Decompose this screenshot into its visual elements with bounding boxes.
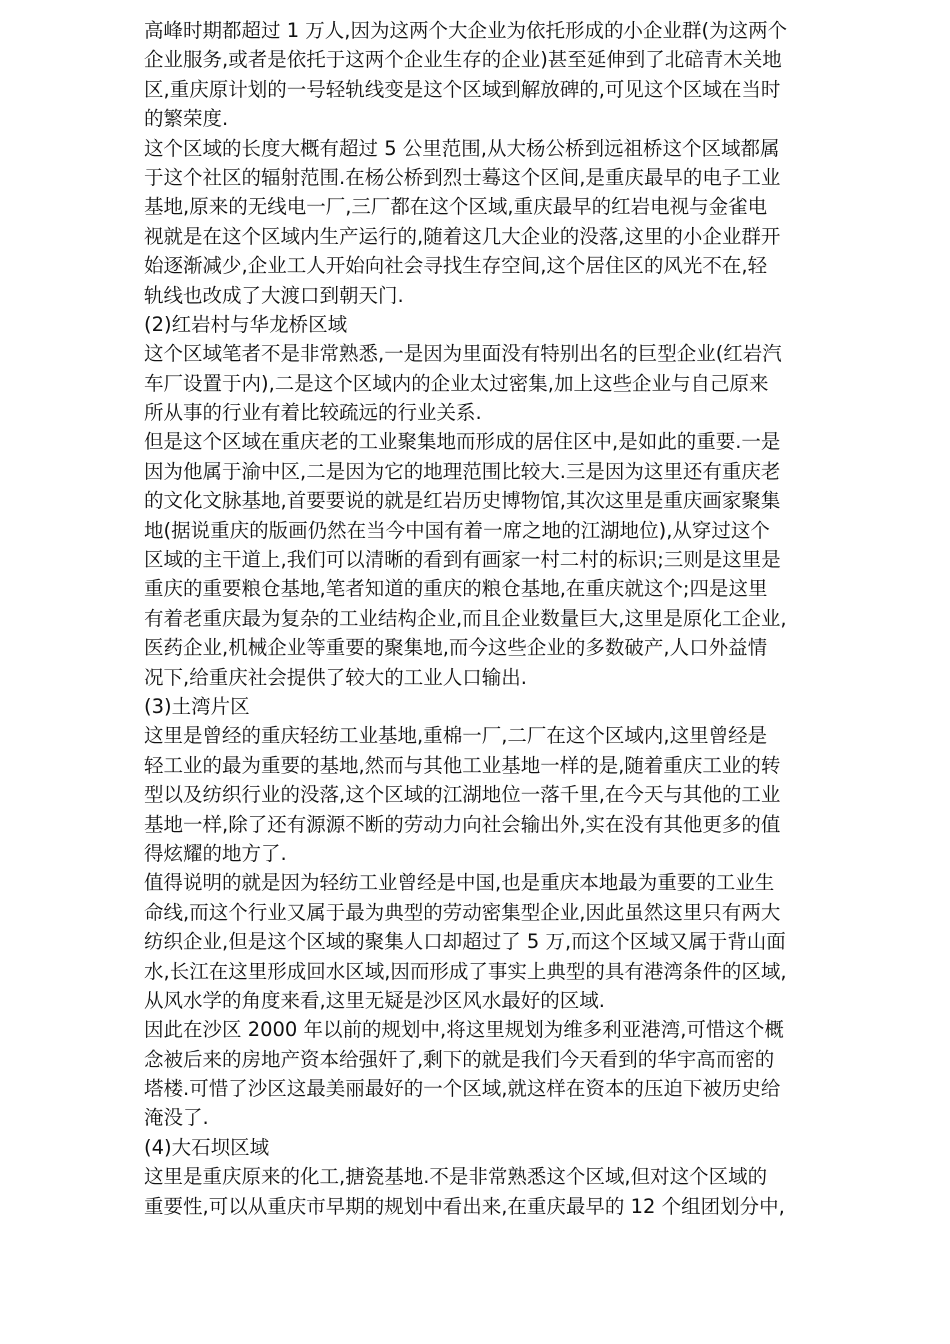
text-line: 有着老重庆最为复杂的工业结构企业,而且企业数量巨大,这里是原化工企业, [144, 606, 787, 630]
text-line: 因为他属于渝中区,二是因为它的地理范围比较大.三是因为这里还有重庆老 [144, 459, 781, 483]
text-line: 地(据说重庆的版画仍然在当今中国有着一席之地的江湖地位),从穿过这个 [144, 518, 770, 542]
text-line: 因此在沙区 2000 年以前的规划中,将这里规划为维多利亚港湾,可惜这个概 [144, 1018, 784, 1042]
text-line: 水,长江在这里形成回水区域,因而形成了事实上典型的具有港湾条件的区域, [144, 959, 787, 983]
text-line: 高峰时期都超过 1 万人,因为这两个大企业为依托形成的小企业群(为这两个 [144, 19, 788, 42]
text-line: 塔楼.可惜了沙区这最美丽最好的一个区域,就这样在资本的压迫下被历史给 [144, 1077, 781, 1101]
text-line: 这个区域的长度大概有超过 5 公里范围,从大杨公桥到远祖桥这个区域都属 [144, 136, 780, 160]
text-line: 区,重庆原计划的一号轻轨线变是这个区域到解放碑的,可见这个区域在当时 [144, 77, 781, 101]
text-line: 值得说明的就是因为轻纺工业曾经是中国,也是重庆本地最为重要的工业生 [144, 871, 775, 895]
text-line: 纺织企业,但是这个区域的聚集人口却超过了 5 万,而这个区域又属于背山面 [144, 930, 786, 954]
text-line: 但是这个区域在重庆老的工业聚集地而形成的居住区中,是如此的重要.一是 [144, 430, 781, 454]
text-line: 视就是在这个区域内生产运行的,随着这几大企业的没落,这里的小企业群开 [144, 224, 781, 248]
text-line: 始逐渐减少,企业工人开始向社会寻找生存空间,这个居住区的风光不在,轻 [144, 254, 768, 278]
text-line: 基地,原来的无线电一厂,三厂都在这个区域,重庆最早的红岩电视与金雀电 [144, 195, 768, 219]
text-line: 基地一样,除了还有源源不断的劳动力向社会输出外,实在没有其他更多的值 [144, 812, 781, 836]
text-line: 念被后来的房地产资本给强奸了,剩下的就是我们今天看到的华宇高而密的 [144, 1047, 775, 1071]
document-body [144, 16, 886, 1221]
text-line: 这里是重庆原来的化工,搪瓷基地.不是非常熟悉这个区域,但对这个区域的 [144, 1165, 768, 1189]
text-line: 从风水学的角度来看,这里无疑是沙区风水最好的区域. [144, 988, 605, 1012]
section-heading: (4)大石坝区域 [144, 1135, 270, 1159]
text-line: 得炫耀的地方了. [144, 841, 287, 865]
text-line: 轻工业的最为重要的基地,然而与其他工业基地一样的是,随着重庆工业的转 [144, 753, 781, 777]
text-line: 命线,而这个行业又属于最为典型的劳动密集型企业,因此虽然这里只有两大 [144, 900, 781, 924]
text-line: 的繁荣度. [144, 107, 229, 131]
text-line: 车厂设置于内),二是这个区域内的企业太过密集,加上这些企业与自己原来 [144, 371, 769, 395]
text-line: 况下,给重庆社会提供了较大的工业人口输出. [144, 665, 527, 689]
text-line: 型以及纺织行业的没落,这个区域的江湖地位一落千里,在今天与其他的工业 [144, 783, 781, 807]
section-heading: (3)土湾片区 [144, 694, 250, 718]
text-line: 医药企业,机械企业等重要的聚集地,而今这些企业的多数破产,人口外益情 [144, 636, 768, 660]
text-line: 重庆的重要粮仓基地,笔者知道的重庆的粮仓基地,在重庆就这个;四是这里 [144, 577, 768, 601]
text-line: 所从事的行业有着比较疏远的行业关系. [144, 401, 482, 425]
text-line: 重要性,可以从重庆市早期的规划中看出来,在重庆最早的 12 个组团划分中, [144, 1194, 785, 1218]
text-line: 于这个社区的辐射范围.在杨公桥到烈士蓦这个区间,是重庆最早的电子工业 [144, 165, 781, 189]
section-heading: (2)红岩村与华龙桥区域 [144, 312, 348, 336]
text-line: 区域的主干道上,我们可以清晰的看到有画家一村二村的标识;三则是这里是 [144, 548, 781, 572]
text-line: 企业服务,或者是依托于这两个企业生存的企业)甚至延伸到了北碚青木关地 [144, 48, 782, 72]
text-line: 轨线也改成了大渡口到朝天门. [144, 283, 404, 307]
text-line: 这个区域笔者不是非常熟悉,一是因为里面没有特别出名的巨型企业(红岩汽 [144, 342, 782, 366]
text-line: 淹没了. [144, 1106, 209, 1130]
text-line: 这里是曾经的重庆轻纺工业基地,重棉一厂,二厂在这个区域内,这里曾经是 [144, 724, 768, 748]
text-line: 的文化文脉基地,首要要说的就是红岩历史博物馆,其次这里是重庆画家聚集 [144, 489, 781, 513]
